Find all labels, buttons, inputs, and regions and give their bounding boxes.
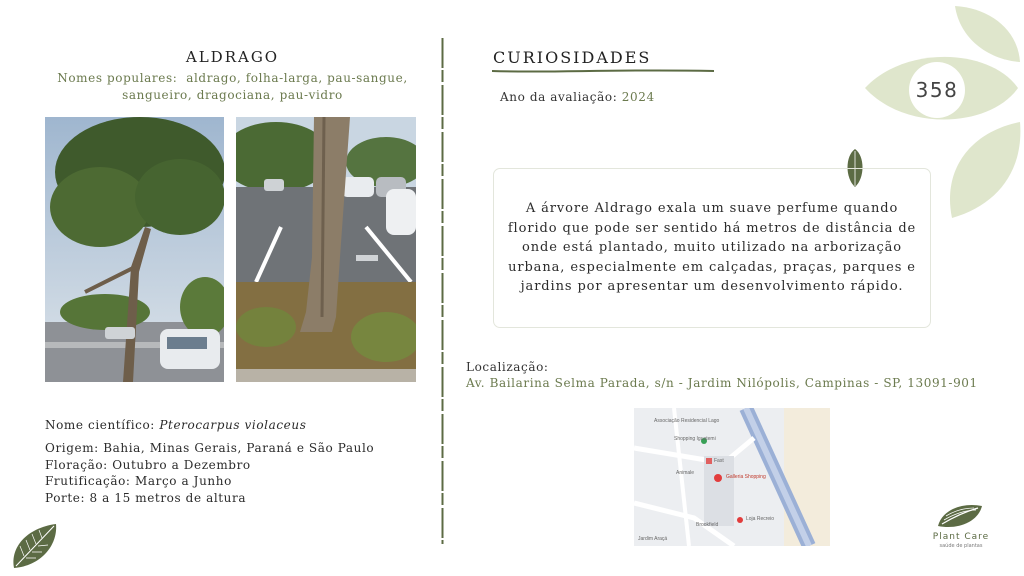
flowering-info: Floração: Outubro a Dezembro [45, 458, 251, 472]
tree-title: ALDRAGO [185, 48, 280, 66]
origin-info: Origem: Bahia, Minas Gerais, Paraná e São Paulo [45, 441, 375, 455]
curiosity-text: A árvore Aldrago exala um suave perfume quando florido que pode ser sentido há metros de distância de onde está plantado, muito utilizado na arborização urbana, especialmente em calçadas, praças, parques e jardins por apresentar um desenvolvimento rápido. [507, 201, 917, 295]
map-label-fast: Fast [714, 458, 724, 464]
map-label-animale: Animale [676, 470, 695, 476]
vertical-divider [441, 38, 444, 544]
scientific-value: Pterocarpus violaceus [159, 418, 307, 432]
location-map[interactable] [634, 408, 830, 546]
curiosities-title: CURIOSIDADES [493, 48, 652, 67]
evaluation-year [500, 90, 655, 104]
map-label-iguatemi: Shopping Iguatemi [674, 436, 716, 442]
brand-tagline: saúde de plantas [939, 543, 983, 549]
size-info: Porte: 8 a 15 metros de altura [45, 491, 247, 505]
map-label-galleria: Galleria Shopping [726, 474, 766, 480]
evaluation-year-value: 2024 [621, 90, 655, 104]
brand-name: Plant Care [932, 532, 990, 542]
map-label-brookfield: Brookfield [696, 522, 719, 528]
title-underline [492, 68, 714, 74]
evaluation-year-label: Ano da avaliação: [500, 90, 618, 104]
scientific-label: Nome científico: [45, 418, 155, 432]
popular-names-line2: sangueiro, dragociana, pau-vidro [122, 88, 343, 102]
tree-photo-trunk [236, 117, 416, 382]
page-number: 358 [915, 78, 959, 102]
popular-names [45, 70, 420, 104]
map-label-araca: Jardim Araçá [638, 536, 668, 542]
popular-names-line1: aldrago, folha-larga, pau-sangue, [186, 71, 408, 85]
map-label-recreio: Loja Recreio [746, 516, 775, 522]
leaf-icon [8, 520, 60, 572]
location-label: Localização: [466, 360, 549, 374]
scientific-name [45, 417, 306, 434]
location-address: Av. Bailarina Selma Parada, s/n - Jardim Nilópolis, Campinas - SP, 13091-901 [466, 376, 978, 390]
map-label-residencial: Associação Residencial Lago [654, 418, 720, 424]
tree-photo-full [45, 117, 224, 382]
plant-care-logo-icon [934, 500, 986, 530]
fruiting-info: Frutificação: Março a Junho [45, 474, 232, 488]
curiosity-card [493, 168, 931, 328]
popular-names-label: Nomes populares: [57, 71, 178, 85]
